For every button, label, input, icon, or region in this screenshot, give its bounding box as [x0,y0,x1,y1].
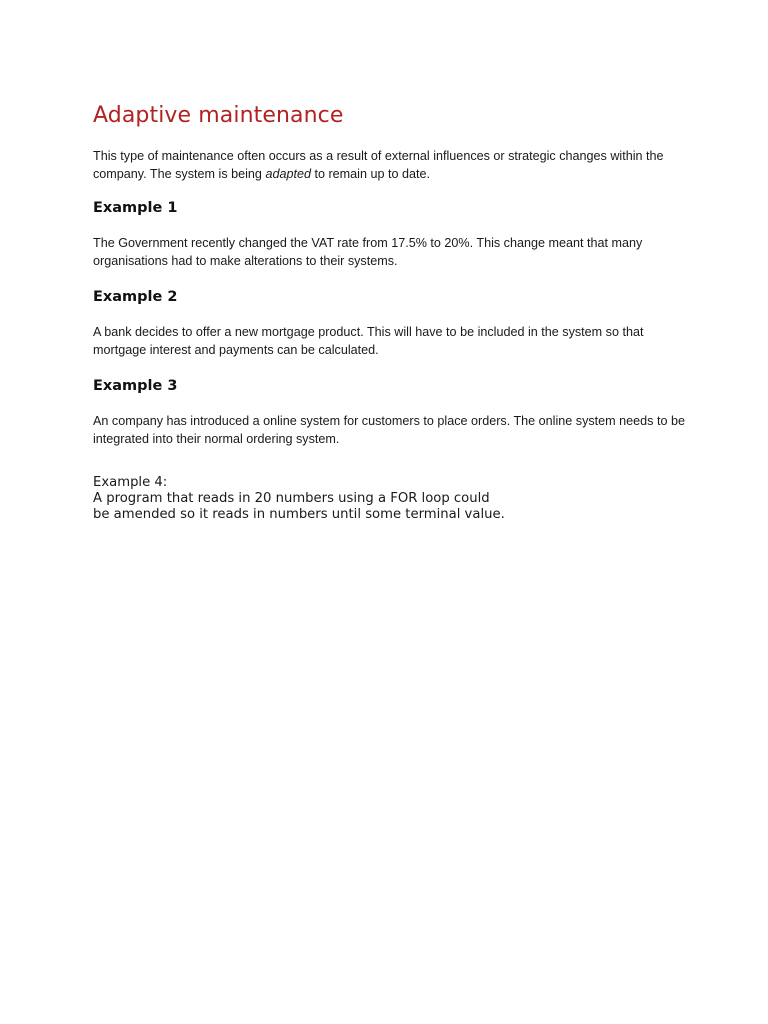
intro-text-after: to remain up to date. [310,167,430,181]
intro-text-before: This type of maintenance often occurs as a result of external influences or strategic changes within the company. The system is being [93,149,664,181]
example-4-heading: Example 4: [93,475,168,490]
page-title: Adaptive maintenance [93,103,344,128]
example-4-line-1: A program that reads in 20 numbers using a FOR loop could [93,491,490,506]
example-1-text: The Government recently changed the VAT rate from 17.5% to 20%. This change meant that many organisations had to make alterations to their systems. [93,236,643,268]
intro-paragraph [93,147,693,183]
example-4-line-2: be amended so it reads in numbers until some terminal value. [93,507,505,522]
example-4-block [93,475,693,523]
example-2-heading: Example 2 [93,289,178,305]
example-3-heading: Example 3 [93,378,178,394]
example-3-text: An company has introduced a online system for customers to place orders. The online system needs to be integrated into their normal ordering system. [93,414,685,446]
example-2-text: A bank decides to offer a new mortgage product. This will have to be included in the system so that mortgage interest and payments can be calculated. [93,325,644,357]
example-1-heading: Example 1 [93,200,178,216]
intro-emphasis: adapted [265,167,311,181]
document-page [93,100,693,523]
